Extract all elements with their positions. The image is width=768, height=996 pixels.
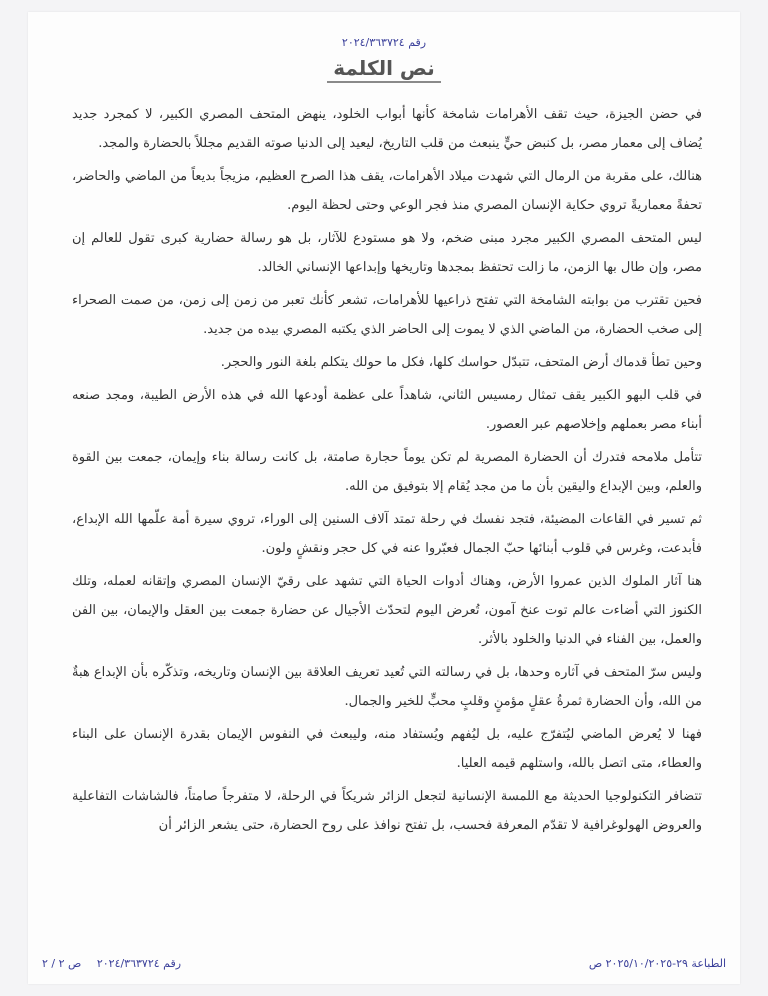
paragraph: ليس المتحف المصري الكبير مجرد مبنى ضخم، ولا هو مستودع للآثار، بل هو رسالة حضارية كبرى تقول للعالم إن مصر، وإن طال بها الزمن، ما زالت تحتفظ بمجدها وتاريخها وإبداعها الإنساني الخالد.	[72, 231, 702, 275]
page-number: ص ٢ / ٢	[42, 957, 82, 970]
footer-number: رقم ٢٠٢٤/٣٦٣٧٢٤	[96, 957, 182, 970]
paragraph: في قلب البهو الكبير يقف تمثال رمسيس الثاني، شاهداً على عظمة أودعها الله في هذه الأرض الطيبة، ومجد صنعه أبناء مصر بعملهم وإخلاصهم عبر العصور.	[72, 388, 702, 432]
footer-left	[42, 957, 181, 970]
paragraph: وحين تطأ قدماك أرض المتحف، تتبدّل حواسك كلها، فكل ما حولك يتكلم بلغة النور والحجر.	[220, 355, 702, 370]
paragraph: تتأمل ملامحه فتدرك أن الحضارة المصرية لم تكن يوماً حجارة صامتة، بل كانت رسالة بناء وإيمان، جمعت بين القوة والعلم، وبين الإبداع واليقين بأن ما من مجد يُقام إلا بتوفيق من الله.	[72, 450, 702, 494]
paragraph: تتضافر التكنولوجيا الحديثة مع اللمسة الإنسانية لتجعل الزائر شريكاً في الرحلة، لا متفرجاً صامتاً، فالشاشات التفاعلية والعروض الهولوغرافية لا تقدّم المعرفة فحسب، بل تفتح نوافذ على روح الحضارة، حتى يشعر الزائر أن	[72, 789, 702, 833]
document-page	[28, 12, 740, 984]
footer-print-date: الطباعة ٢٩-٢٠٢٥/١٠/٢٠٢٥ ص	[588, 957, 726, 970]
paragraph: في حضن الجيزة، حيث تقف الأهرامات شامخة كأنها أبواب الخلود، ينهض المتحف المصري الكبير، لا كمجرد جديد يُضاف إلى معمار مصر، بل كنبض حيٍّ ينبعث من قلب التاريخ، ليعيد إلى الدنيا صوته القديم مجللاً بالحضارة والمجد.	[72, 107, 702, 151]
page-title	[28, 56, 740, 80]
paragraph: ثم تسير في القاعات المضيئة، فتجد نفسك في رحلة تمتد آلاف السنين إلى الوراء، تروي سيرة أمة علّمها الله الإبداع، فأبدعت، وغرس في قلوب أبنائها حبّ الجمال فعبّروا عنه في كل حجر ونقشٍ ولون.	[72, 512, 702, 556]
paragraph: هنالك، على مقربة من الرمال التي شهدت ميلاد الأهرامات، يقف هذا الصرح العظيم، مزيجاً بديعاً من الماضي والحاضر، تحفةً معماريةً تروي حكاية الإنسان المصري منذ فجر الوعي وحتى لحظة اليوم.	[72, 169, 702, 213]
paragraph: وليس سرّ المتحف في آثاره وحدها، بل في رسالته التي تُعيد تعريف العلاقة بين الإنسان وتاريخه، وتذكّره بأن الإبداع هبةٌ من الله، وأن الحضارة ثمرةُ عقلٍ مؤمنٍ وقلبٍ محبٍّ للخير والجمال.	[72, 665, 702, 709]
paragraph: فحين تقترب من بوابته الشامخة التي تفتح ذراعيها للأهرامات، تشعر كأنك تعبر من زمن إلى زمن، من صمت الصحراء إلى صخب الحضارة، من الماضي الذي لا يموت إلى الحاضر الذي يكتبه المصري بيده من جديد.	[72, 293, 702, 337]
paragraph: هنا آثار الملوك الذين عمروا الأرض، وهناك أدوات الحياة التي تشهد على رقيّ الإنسان المصري وإتقانه لعمله، وتلك الكنوز التي أضاءت عالم توت عنخ آمون، تُعرض اليوم لتحدّث الأجيال عن حضارة جمعت بين العقل والإيمان، بين الفن والعمل، بين الفناء في الدنيا والخلود بالأثر.	[72, 574, 702, 647]
paragraph: فهنا لا يُعرض الماضي ليُتفرّج عليه، بل ليُفهم ويُستفاد منه، وليبعث في النفوس الإيمان بقدرة الإنسان على البناء والعطاء، متى اتصل بالله، واستلهم قيمه العليا.	[72, 727, 702, 771]
document-number: رقم ٢٠٢٤/٣٦٣٧٢٤	[341, 36, 427, 49]
page-title-text: نص الكلمة	[327, 56, 440, 83]
speech-body	[72, 100, 702, 844]
